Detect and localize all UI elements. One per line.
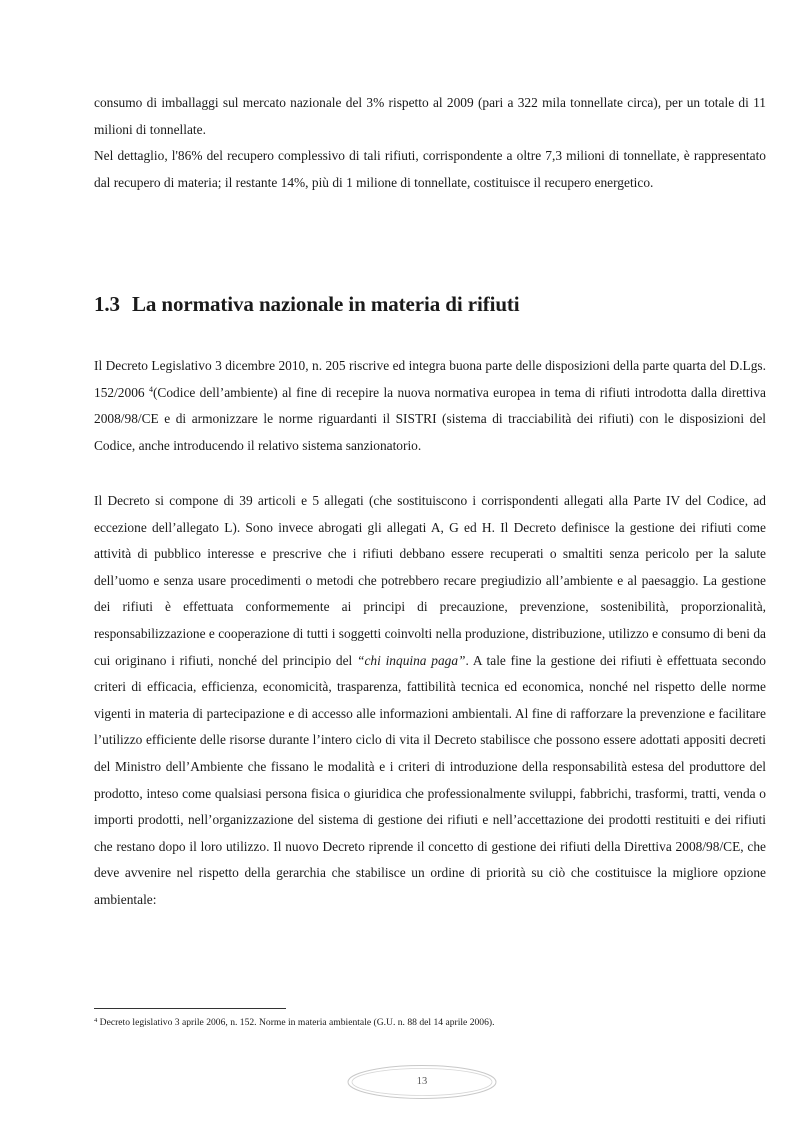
paragraph-text: Il Decreto si compone di 39 articoli e 5 allegati (che sostituiscono i corrispondenti allegati alla Parte IV del Codice, ad eccezione dell’allegato L). Sono invece abrogati gli allegati A, G ed H. Il Decreto definisce la gestione dei rifiuti come attività di pubblico interesse e prescrive che i rifiuti debbano essere recuperati o smaltiti senza pericolo per la salute dell’uomo e senza usare procedimenti o metodi che potrebbero recare pregiudizio all’ambiente e al paesaggio. La gestione dei rifiuti è effettuata conformemente ai principi di precauzione, prevenzione, sostenibilità, proporzionalità, responsabilizzazione e cooperazione di tutti i soggetti coinvolti nella produzione, distribuzione, utilizzo e consumo di beni da cui originano i rifiuti, nonché del principio del bbox=[94, 493, 766, 668]
page-number-badge bbox=[346, 1064, 498, 1100]
paragraph-text: Il Decreto Legislativo 3 dicembre 2010, n. 205 riscrive ed integra buona parte delle disposizioni della parte quarta del D.Lgs. 152/2006 bbox=[94, 358, 766, 400]
page-number: 13 bbox=[416, 1076, 428, 1087]
paragraph-text: . A tale fine la gestione dei rifiuti è effettuata secondo criteri di efficacia, efficienza, economicità, trasparenza, fattibilità tecnica ed economica, nonché nel rispetto delle norme vigenti in materia di partecipazione e di accesso alle informazioni ambientali. Al fine di rafforzare la prevenzione e facilitare l’utilizzo efficiente delle risorse durante l’intero ciclo di vita il Decreto stabilisce che possono essere adottati appositi decreti del Ministro dell’Ambiente che fissano le modalità e i criteri di introduzione della responsabilità estesa del produttore del prodotto, inteso come qualsiasi persona fisica o giuridica che professionalmente sviluppi, fabbrichi, trasformi, tratti, venda o importi prodotti, nell’organizzazione del sistema di gestione dei rifiuti e nell’accettazione dei prodotti restituiti e dei rifiuti che restano dopo il loro utilizzo. Il nuovo Decreto riprende il concetto di gestione dei rifiuti della Direttiva 2008/98/CE, che deve avvenire nel rispetto della gerarchia che stabilisce un ordine di priorità su ciò che costituisce la migliore opzione ambientale: bbox=[94, 652, 766, 907]
footnote-reference[interactable]: 4 bbox=[148, 384, 153, 394]
section-heading bbox=[94, 292, 520, 317]
paragraph-decree-structure bbox=[94, 488, 766, 914]
italic-quote: “chi inquina paga” bbox=[357, 652, 466, 668]
section-title: La normativa nazionale in materia di rifiuti bbox=[131, 292, 520, 316]
footnote-marker: 4 bbox=[94, 1017, 98, 1024]
paragraph-text: (Codice dell’ambiente) al fine di recepire la nuova normativa europea in tema di rifiuti introdotta dalla direttiva 2008/98/CE e di armonizzare le norme riguardanti il SISTRI (sistema di tracciabilità dei rifiuti) con le disposizioni del Codice, anche introducendo il relativo sistema sanzionatorio. bbox=[94, 384, 767, 453]
section-number: 1.3 bbox=[94, 292, 120, 316]
paragraph-recovery-detail: Nel dettaglio, l'86% del recupero complessivo di tali rifiuti, corrispondente a oltre 7,3 milioni di tonnellate, è rappresentato dal recupero di materia; il restante 14%, più di 1 milione di tonnellate, costituisce il recupero energetico. bbox=[94, 148, 766, 190]
paragraph-packaging-consumption: consumo di imballaggi sul mercato nazionale del 3% rispetto al 2009 (pari a 322 mila tonnellate circa), per un totale di 11 milioni di tonnellate. bbox=[94, 95, 766, 137]
footnote-text: Decreto legislativo 3 aprile 2006, n. 152. Norme in materia ambientale (G.U. n. 88 del 14 aprile 2006). bbox=[97, 1017, 495, 1028]
footnote-separator bbox=[94, 1008, 286, 1009]
footnote bbox=[94, 1016, 766, 1030]
paragraph-decree-intro bbox=[94, 353, 766, 459]
